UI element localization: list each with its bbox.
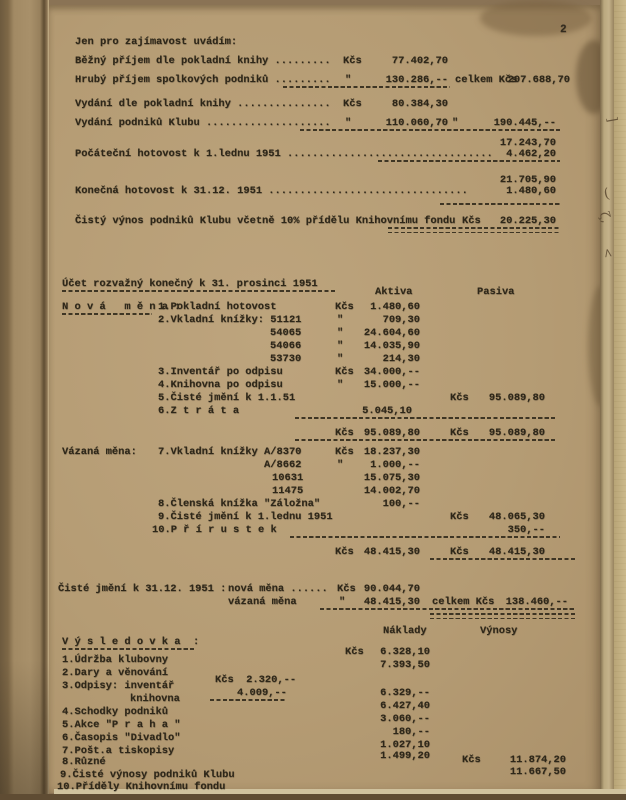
text-seg: Běžný příjem dle pokladní knihy .........	[75, 55, 331, 67]
text-seg: knihovna	[130, 693, 180, 705]
text-seg: "	[337, 314, 344, 326]
text-seg: Kčs	[462, 754, 481, 766]
text-seg: Kčs	[335, 366, 354, 378]
rule-hruby	[283, 86, 450, 88]
text-seg: 11.874,20	[509, 754, 566, 766]
text-seg: 2.Dary a věnování	[62, 667, 169, 679]
text-seg: "	[452, 117, 459, 129]
text-seg: 4.462,20	[506, 148, 556, 160]
row-clenska	[0, 498, 626, 511]
row-knihovna	[0, 379, 626, 392]
rule-nova-mena	[62, 313, 152, 315]
text-seg: Náklady	[383, 625, 427, 637]
row-vydani-kniha	[0, 98, 626, 111]
text-seg: 207.688,70	[507, 74, 570, 86]
rule-vydani	[300, 129, 560, 131]
balance-col-headers	[0, 286, 626, 299]
text-seg: Kčs	[343, 55, 362, 67]
text-seg: 95.089,80	[488, 392, 545, 404]
text-seg: 7.Vkladní knížky A/8370	[158, 446, 302, 458]
text-seg: vázaná měna	[228, 596, 297, 608]
text-seg: Kčs	[450, 511, 469, 523]
rule-pocatecni	[378, 160, 560, 162]
text-seg: 3.Odpisy: inventář	[62, 680, 175, 692]
text-seg: Konečná hotovost k 31.12. 1951 ................................	[75, 185, 468, 197]
text-seg: 10631	[272, 472, 304, 484]
text-seg: 10.P ř í r u s t e k	[152, 524, 277, 536]
rule-celkem	[430, 618, 576, 620]
text-seg: 95.089,80	[363, 427, 420, 439]
text-seg: "	[337, 327, 344, 339]
text-seg: 9.Čisté výnosy podniků Klubu	[60, 769, 235, 781]
text-seg: 7.Pošt.a tiskopisy	[62, 745, 175, 757]
text-seg: 5.045,10	[362, 405, 412, 417]
text-seg: 1.027,10	[380, 739, 430, 751]
text-seg: Kčs	[335, 546, 354, 558]
text-seg: 48.065,30	[488, 511, 545, 523]
text-seg: 1.499,20	[380, 750, 430, 762]
text-seg: Kčs	[343, 98, 362, 110]
rule-above-total-1	[295, 417, 557, 419]
text-seg: 48.415,30	[363, 596, 420, 608]
text-seg: Účet rozvažný konečný k 31. prosinci 1951	[62, 278, 318, 290]
text-seg: N o v á m ě n a :	[62, 301, 181, 313]
text-seg: celkem Kčs	[455, 74, 518, 86]
row-konecna-hotovost	[0, 185, 626, 198]
text-seg: 3.060,--	[380, 713, 430, 725]
page-number: 2	[560, 24, 567, 36]
rule-ciste-jmeni	[320, 608, 576, 610]
text-seg: Vydání podniků Klubu ....................	[75, 117, 331, 129]
text-seg: 8.Různé	[62, 756, 106, 768]
text-seg: 1.480,60	[506, 185, 556, 197]
rule-cisty-vynos	[388, 227, 560, 229]
text-seg: "	[345, 74, 352, 86]
row-ciste-jmeni-51	[0, 392, 626, 405]
text-seg: Kčs	[335, 301, 354, 313]
text-seg: 2.Vkladní knížky: 51121	[158, 314, 302, 326]
text-seg: 3.Inventář po odpisu	[158, 366, 283, 378]
text-seg: 8.Členská knížka "Záložna"	[158, 498, 321, 510]
text-seg: 48.415,30	[488, 546, 545, 558]
text-seg: 4.Knihovna po odpisu	[158, 379, 283, 391]
text-seg: Aktiva	[375, 286, 413, 298]
text-seg: 54066	[270, 340, 302, 352]
text-seg: 9.Čisté jmění k 1.lednu 1951	[158, 511, 333, 523]
text-seg: 95.089,80	[488, 427, 545, 439]
text-seg: Kčs	[450, 546, 469, 558]
text-seg: 138.460,--	[505, 596, 568, 608]
row-ciste-jmeni-nova	[0, 583, 626, 596]
text-seg: 6.427,40	[380, 700, 430, 712]
text-seg: 7.393,50	[380, 659, 430, 671]
rule-below-total-1	[295, 439, 557, 441]
row-vkladni-51121	[0, 314, 626, 327]
text-seg: 11.667,50	[509, 766, 566, 778]
text-seg: 34.000,--	[363, 366, 420, 378]
text-seg: 11475	[272, 485, 304, 497]
row-vazana-11475	[0, 485, 626, 498]
row-vazana-10631	[0, 472, 626, 485]
handwritten-mark-tick: <	[600, 246, 616, 260]
text-seg: "	[337, 459, 344, 471]
row-ciste-jmeni-1951	[0, 511, 626, 524]
text-seg: Kčs	[462, 215, 481, 227]
text-seg: Kčs	[335, 446, 354, 458]
text-seg: Čistý výnos podniků Klubu včetně 10% přídělu Knihovnímu fondu	[75, 215, 456, 227]
text-seg: Vydání dle pokladní knihy ...............	[75, 98, 331, 110]
text-seg: 110.060,70	[385, 117, 448, 129]
text-seg: 1.Pokladní hotovost	[158, 301, 277, 313]
handwritten-mark-bracket: ]	[603, 115, 620, 124]
text-seg: 20.225,30	[499, 215, 556, 227]
text-seg: 5.Čisté jmění k 1.1.51	[158, 392, 296, 404]
row-inventar	[0, 366, 626, 379]
text-seg: 4.Schodky podniků	[62, 706, 169, 718]
text-seg: 24.604,60	[363, 327, 420, 339]
rule-below-total-2	[430, 558, 576, 560]
text-seg: Kčs	[335, 427, 354, 439]
text-seg: Jen pro zajímavost uvádím:	[75, 36, 238, 48]
text-seg: 15.075,30	[363, 472, 420, 484]
text-seg: 80.384,30	[391, 98, 448, 110]
text-seg: Pasiva	[477, 286, 515, 298]
intro-note	[0, 36, 626, 49]
text-seg: Kčs	[345, 646, 364, 658]
row-vazana-8662	[0, 459, 626, 472]
text-seg: 53730	[270, 353, 302, 365]
row-vkladni-54065	[0, 327, 626, 340]
rule-celkem	[430, 613, 576, 615]
rule-konecna	[440, 203, 560, 205]
text-seg: Kčs 2.320,--	[215, 674, 297, 686]
text-seg: 130.286,--	[385, 74, 448, 86]
text-seg: 15.000,--	[363, 379, 420, 391]
text-seg: celkem Kčs	[432, 596, 495, 608]
text-seg: 100,--	[382, 498, 420, 510]
text-seg: "	[337, 340, 344, 352]
text-seg: 6.329,--	[380, 687, 430, 699]
rule-odpisy	[210, 699, 287, 701]
text-seg: "	[339, 596, 346, 608]
text-seg: V ý s l e d o v k a :	[62, 636, 200, 648]
text-seg: 21.705,90	[499, 174, 556, 186]
text-seg: Čisté jmění k 31.12. 1951 :	[58, 583, 227, 595]
rule-cisty-vynos	[388, 232, 560, 234]
text-seg: 14.035,90	[363, 340, 420, 352]
row-vkladni-54066	[0, 340, 626, 353]
text-seg: Počáteční hotovost k 1.lednu 1951 .................................	[75, 148, 493, 160]
row-vazana-mena-7	[0, 446, 626, 459]
text-seg: 214,30	[382, 353, 420, 365]
text-seg: 48.415,30	[363, 546, 420, 558]
text-seg: Vázaná měna:	[62, 446, 137, 458]
text-seg: "	[345, 117, 352, 129]
rule-balance-title	[62, 290, 335, 292]
text-seg: 90.044,70	[363, 583, 420, 595]
text-seg: 18.237,30	[363, 446, 420, 458]
text-seg: 4.009,--	[237, 687, 287, 699]
text-seg: Hrubý příjem spolkových podniků .........	[75, 74, 331, 86]
rule-vysledovka	[62, 648, 195, 650]
handwritten-mark-squiggle: ζ,	[595, 210, 614, 225]
text-seg: 1.000,--	[370, 459, 420, 471]
text-seg: Výnosy	[480, 625, 518, 637]
text-seg: Kčs	[450, 392, 469, 404]
text-seg: Kčs	[337, 583, 356, 595]
text-seg: 709,30	[382, 314, 420, 326]
text-seg: Kčs	[450, 427, 469, 439]
text-seg: nová měna ......	[228, 583, 328, 595]
row-v10-pridely	[0, 781, 626, 794]
text-seg: 14.002,70	[363, 485, 420, 497]
text-seg: 10.Příděly Knihovnímu fondu	[57, 781, 226, 793]
text-seg: 1.Údržba klubovny	[62, 654, 169, 666]
text-seg: 5.Akce "P r a h a "	[62, 719, 181, 731]
row-bezny-prijem	[0, 55, 626, 68]
text-seg: 54065	[270, 327, 302, 339]
text-seg: 350,--	[507, 524, 545, 536]
row-vkladni-53730	[0, 353, 626, 366]
text-seg: A/8662	[264, 459, 302, 471]
text-seg: "	[337, 353, 344, 365]
text-seg: 190.445,--	[493, 117, 556, 129]
rule-above-total-2	[290, 536, 560, 538]
text-seg: 6.Časopis "Divadlo"	[62, 732, 181, 744]
text-seg: 1.480,60	[370, 301, 420, 313]
text-seg: 77.402,70	[391, 55, 448, 67]
text-seg: "	[337, 379, 344, 391]
text-seg: 180,--	[392, 726, 430, 738]
text-seg: 6.Z t r á t a	[158, 405, 240, 417]
text-seg: 6.328,10	[380, 646, 430, 658]
handwritten-mark-paren: (	[602, 185, 612, 203]
text-seg: 17.243,70	[499, 137, 556, 149]
